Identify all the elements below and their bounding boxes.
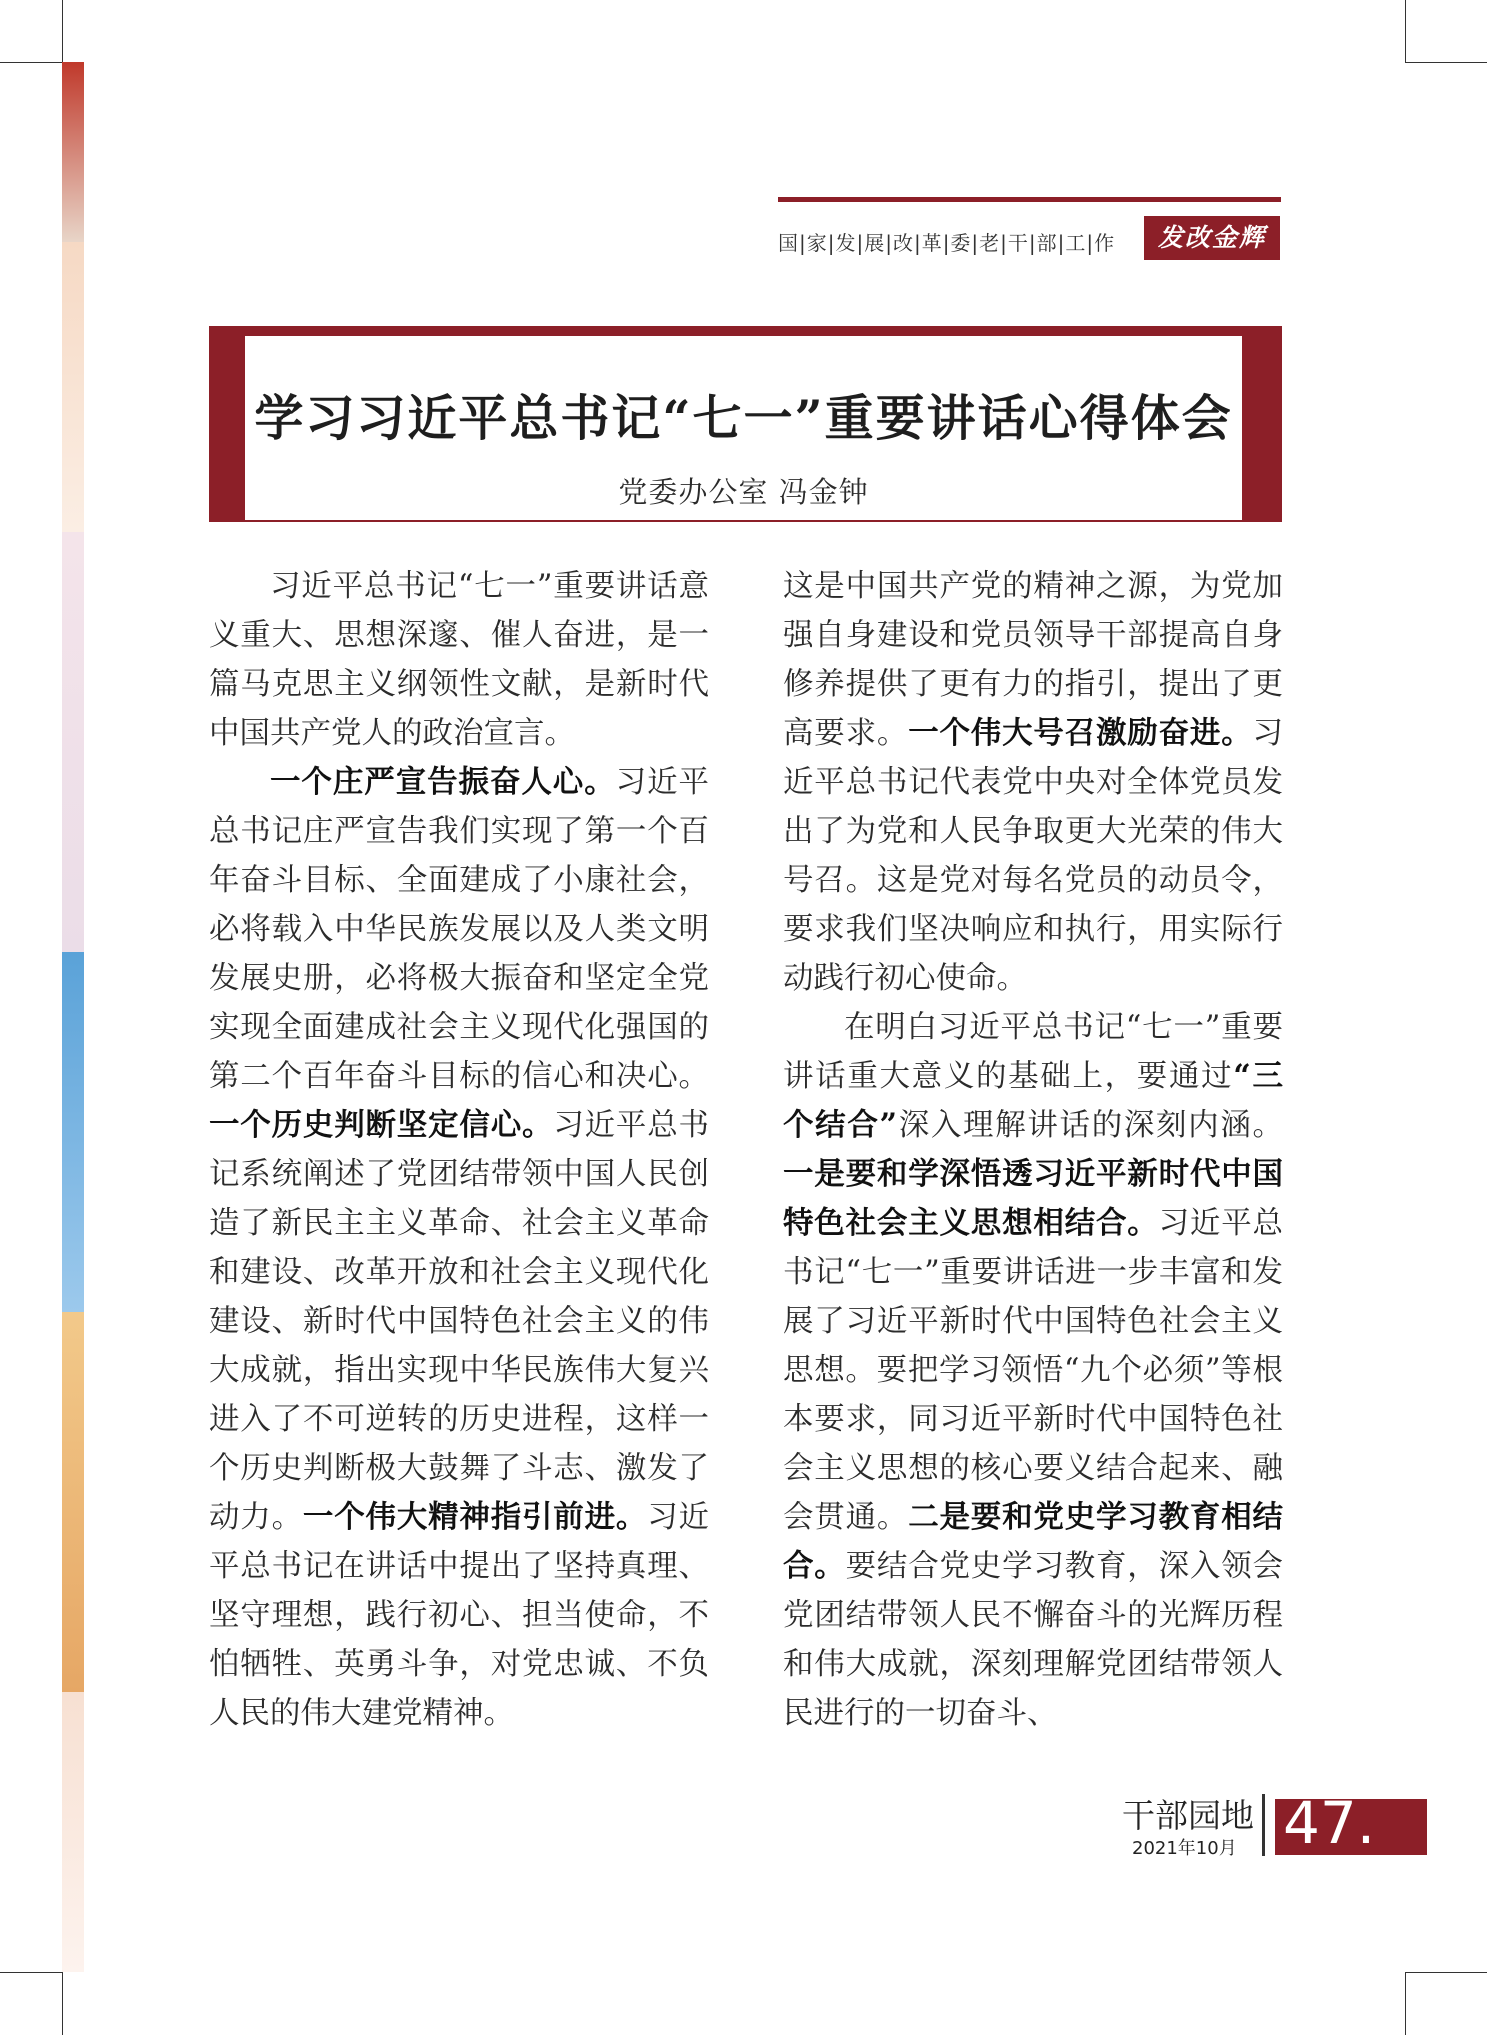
decorative-strip-sand xyxy=(62,1312,84,1692)
bold-heading: 一个庄严宣告振奋人心。 xyxy=(270,764,616,800)
paragraph-text: 要结合党史学习教育，深入领会党团结带领人民不懈奋斗的光辉历程和伟大成就，深刻理解党团结带领人民进行的一切奋斗、 xyxy=(783,1549,1284,1731)
decorative-strip-pink xyxy=(62,532,84,952)
crop-mark xyxy=(0,1972,62,1973)
decorative-strip-fade xyxy=(62,1692,84,1972)
paragraph-text: 习近平总书记在讲话中提出了坚持真理、坚守理想，践行初心、担当使命，不怕牺牲、英勇斗争，对党忠诚、不负人民的伟大建党精神。 xyxy=(209,1500,710,1731)
paragraph xyxy=(209,562,709,758)
bold-heading: 一个伟大号召激励奋进。 xyxy=(908,715,1253,751)
footer-divider xyxy=(1262,1794,1265,1856)
right-column xyxy=(783,562,1283,1738)
crop-mark xyxy=(1405,0,1406,62)
bold-heading: 一个历史判断坚定信心。 xyxy=(209,1107,554,1143)
paragraph-text: 这是中国共产党的精神之源，为党加强自身建设和党员领导干部提高自身修养提供了更有力的指引，提出了更高要求。 xyxy=(783,569,1283,751)
crop-mark xyxy=(1405,62,1487,63)
bold-heading: 一个伟大精神指引前进。 xyxy=(302,1499,648,1535)
title-box xyxy=(209,326,1282,522)
left-column xyxy=(209,562,709,1738)
crop-mark xyxy=(0,62,62,63)
decorative-strip-red xyxy=(62,62,84,242)
decorative-strip-blue xyxy=(62,952,84,1312)
bold-heading: “三个结合” xyxy=(783,1058,1284,1143)
paragraph xyxy=(209,758,709,1738)
decorative-strip-peach xyxy=(62,242,84,532)
paragraph-text: 习近平总书记系统阐述了党团结带领中国人民创造了新民主主义革命、社会主义革命和建设、改革开放和社会主义现代化建设、新时代中国特色社会主义的伟大成就，指出实现中华民族伟大复兴进入了不可逆转的历史进程，这样一个历史判断极大鼓舞了斗志、激发了动力。 xyxy=(209,1108,710,1535)
paragraph-text: 习近平总书记代表党中央对全体党员发出了为党和人民争取更大光荣的伟大号召。这是党对每名党员的动员令，要求我们坚决响应和执行，用实际行动践行初心使命。 xyxy=(783,716,1284,996)
article-author: 党委办公室 冯金钟 xyxy=(618,475,869,509)
crop-mark xyxy=(62,1972,63,2035)
footer-date: 2021年10月 xyxy=(1132,1838,1237,1859)
bold-heading: 二是要和党史学习教育相结合。 xyxy=(783,1499,1284,1584)
article-title: 学习习近平总书记“七一”重要讲话心得体会 xyxy=(254,389,1233,447)
paragraph-text: 习近平总书记“七一”重要讲话意义重大、思想深邃、催人奋进，是一篇马克思主义纲领性文献，是新时代中国共产党人的政治宣言。 xyxy=(209,569,709,751)
header-label: 国|家|发|展|改|革|委|老|干|部|工|作 xyxy=(778,231,1116,255)
header-rule xyxy=(778,197,1281,202)
crop-mark xyxy=(1405,1972,1487,1973)
paragraph xyxy=(783,1003,1283,1738)
paragraph-text: 习近平总书记庄严宣告我们实现了第一个百年奋斗目标、全面建成了小康社会，必将载入中华民族发展以及人类文明发展史册，必将极大振奋和坚定全党实现全面建成社会主义现代化强国的第二个百年奋斗目标的信心和决心。 xyxy=(209,765,710,1094)
column-badge: 发改金辉 xyxy=(1144,216,1280,260)
paragraph-text: 习近平总书记“七一”重要讲话进一步丰富和发展了习近平新时代中国特色社会主义思想。要把学习领悟“九个必须”等根本要求，同习近平新时代中国特色社会主义思想的核心要义结合起来、融会贯通。 xyxy=(783,1206,1284,1535)
page-number: 47. xyxy=(1283,1789,1376,1857)
paragraph xyxy=(783,562,1283,1003)
paragraph-text: 深入理解讲话的深刻内涵。 xyxy=(897,1108,1284,1143)
bold-heading: 一是要和学深悟透习近平新时代中国特色社会主义思想相结合。 xyxy=(783,1156,1283,1241)
crop-mark xyxy=(1405,1972,1406,2035)
footer-section-name: 干部园地 xyxy=(1122,1796,1254,1835)
paragraph-text: 在明白习近平总书记“七一”重要讲话重大意义的基础上，要通过 xyxy=(783,1010,1283,1094)
crop-mark xyxy=(62,0,63,62)
title-inner xyxy=(245,336,1242,520)
